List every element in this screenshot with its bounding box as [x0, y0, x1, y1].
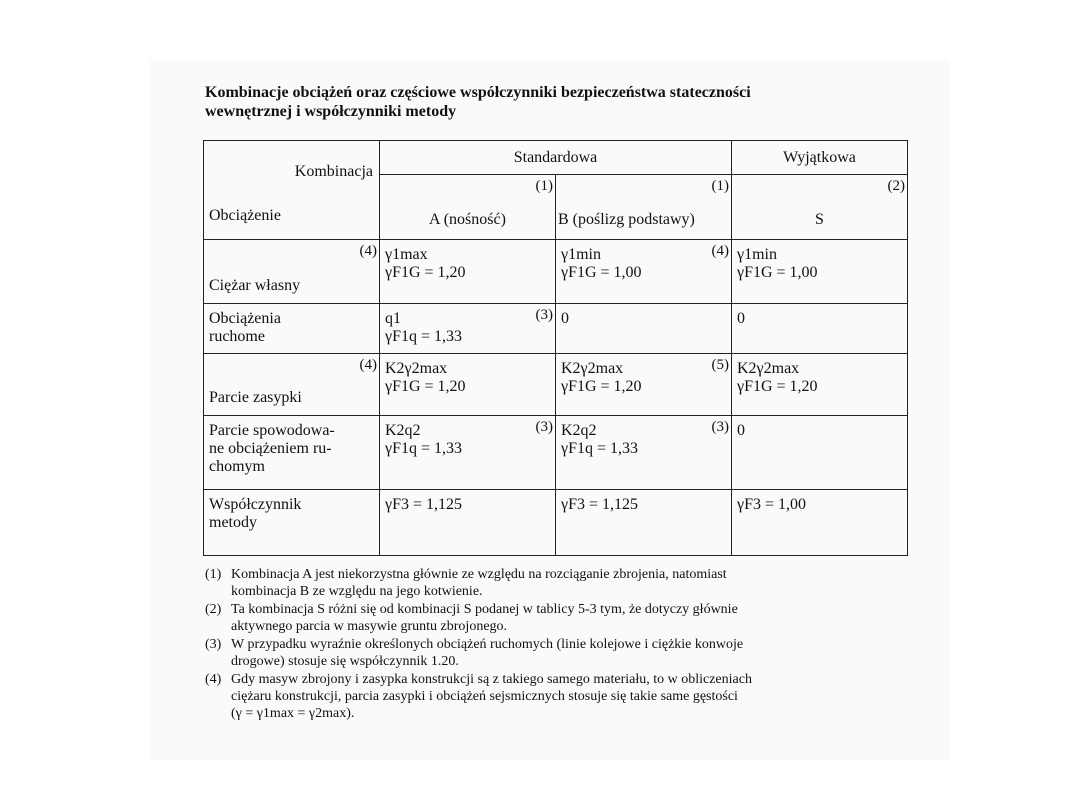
- header-wyjatkowa: Wyjątkowa: [732, 141, 908, 175]
- row-label-cell: [204, 490, 380, 556]
- col-s-value-line: 0: [737, 422, 745, 439]
- col-b-value-line: K2γ2max: [561, 360, 624, 377]
- footnote-line: Kombinacja A jest niekorzystna głównie ze względu na rozciąganie zbrojenia, natomiast: [231, 567, 727, 582]
- footnote-line: Ta kombinacja S różni się od kombinacji S podanej w tablicy 5-3 tym, że dotyczy głównie: [231, 602, 738, 617]
- col-b-value: [556, 304, 732, 354]
- title-line-2: wewnętrznej i współczynniki metody: [205, 103, 457, 120]
- header-col-b: B (poślizg podstawy): [558, 211, 695, 228]
- row-label: Parcie spowodowa-: [209, 422, 335, 439]
- col-b-value-line: γ1min: [561, 246, 601, 263]
- footnote-line: Gdy masyw zbrojony i zasypka konstrukcji są z takiego samego materiału, to w obliczeniach: [231, 672, 752, 687]
- col-s-value: [732, 240, 908, 304]
- row-label-cell: [204, 304, 380, 354]
- row-label: ruchome: [209, 328, 265, 345]
- col-a-note: (1): [535, 178, 553, 195]
- col-a-value-line: γF1q = 1,33: [385, 440, 462, 457]
- col-a-value-note: (3): [535, 419, 553, 435]
- header-col-s-cell: [732, 175, 908, 240]
- row-label: Obciążenia: [209, 310, 281, 327]
- footnote-line: ciężaru konstrukcji, parcia zasypki i obciążeń sejsmicznych stosuje się takie same gęstości: [231, 689, 738, 704]
- footnote-text: [231, 566, 915, 600]
- col-a-value-line: γF3 = 1,125: [385, 496, 462, 513]
- row-label: Współczynnik: [209, 496, 302, 513]
- col-b-value-note: (5): [711, 357, 729, 373]
- header-obciazenie: Obciążenie: [209, 207, 281, 224]
- col-a-value-line: K2γ2max: [385, 360, 448, 377]
- col-a-value-line: γF1G = 1,20: [385, 378, 466, 395]
- row-label: Ciężar własny: [209, 277, 301, 294]
- col-a-value-note: (3): [535, 307, 553, 323]
- table-row: [204, 240, 908, 304]
- col-a-value: [380, 490, 556, 556]
- table-title: [205, 83, 925, 121]
- col-b-value: [556, 354, 732, 416]
- col-s-value: [732, 354, 908, 416]
- table-row: [204, 304, 908, 354]
- col-s-value: [732, 416, 908, 490]
- table-row: [204, 354, 908, 416]
- footnote-number: (2): [205, 602, 222, 617]
- header-col-a-cell: [380, 175, 556, 240]
- col-s-value-line: K2γ2max: [737, 360, 800, 377]
- row-label-cell: [204, 354, 380, 416]
- col-s-value-line: γF1G = 1,20: [737, 378, 818, 395]
- footnote-text: [231, 671, 915, 722]
- col-b-value-line: γF1G = 1,20: [561, 378, 642, 395]
- row-label-cell: [204, 416, 380, 490]
- col-b-value-note: (3): [711, 419, 729, 435]
- col-b-value-line: γF3 = 1,125: [561, 496, 638, 513]
- col-a-value: [380, 354, 556, 416]
- title-line-1: Kombinacje obciążeń oraz częściowe współczynniki bezpieczeństwa stateczności: [205, 84, 751, 101]
- footnote-line: drogowe) stosuje się współczynnik 1.20.: [231, 654, 459, 669]
- col-b-value-line: 0: [561, 310, 569, 327]
- col-b-value-line: γF1G = 1,00: [561, 264, 642, 281]
- footnote-text: [231, 636, 915, 670]
- row-label: metody: [209, 514, 257, 531]
- footnotes: [205, 566, 915, 723]
- header-row-1: [204, 141, 908, 175]
- row-label: Parcie zasypki: [209, 389, 302, 406]
- col-b-value-line: K2q2: [561, 422, 597, 439]
- col-b-value-line: γF1q = 1,33: [561, 440, 638, 457]
- col-b-value: [556, 416, 732, 490]
- row-label: ne obciążeniem ru-: [209, 440, 332, 457]
- col-s-value-line: γF1G = 1,00: [737, 264, 818, 281]
- col-b-note: (1): [711, 178, 729, 195]
- col-a-value-line: γ1max: [385, 246, 428, 263]
- row-label-note: (4): [359, 243, 377, 259]
- load-combination-table: [203, 140, 908, 556]
- header-col-s: S: [815, 211, 824, 228]
- col-a-value-line: q1: [385, 310, 401, 327]
- col-a-value-line: K2q2: [385, 422, 421, 439]
- col-b-value: [556, 490, 732, 556]
- footnote-number: (1): [205, 567, 222, 582]
- col-a-value: [380, 240, 556, 304]
- col-s-value-line: γ1min: [737, 246, 777, 263]
- footnote-item: [205, 671, 915, 722]
- header-col-b-cell: [556, 175, 732, 240]
- row-label: chomym: [209, 458, 265, 475]
- header-standardowa: Standardowa: [380, 141, 732, 175]
- corner-header-cell: [204, 141, 380, 240]
- col-a-value-line: γF1G = 1,20: [385, 264, 466, 281]
- row-label-note: (4): [359, 357, 377, 373]
- footnote-text: [231, 601, 915, 635]
- footnote-line: (γ = γ1max = γ2max).: [231, 706, 355, 721]
- table-row: [204, 490, 908, 556]
- col-s-note: (2): [887, 178, 905, 195]
- col-s-value-line: γF3 = 1,00: [737, 496, 806, 513]
- col-s-value: [732, 304, 908, 354]
- header-col-a: A (nośność): [429, 211, 506, 228]
- footnote-number: (3): [205, 637, 222, 652]
- col-s-value-line: 0: [737, 310, 745, 327]
- col-b-value: [556, 240, 732, 304]
- footnote-item: [205, 566, 915, 600]
- col-a-value: [380, 416, 556, 490]
- col-a-value: [380, 304, 556, 354]
- footnote-item: [205, 636, 915, 670]
- header-kombinacja: Kombinacja: [294, 163, 373, 180]
- row-label-cell: [204, 240, 380, 304]
- col-a-value-line: γF1q = 1,33: [385, 328, 462, 345]
- col-b-value-note: (4): [711, 243, 729, 259]
- col-s-value: [732, 490, 908, 556]
- footnote-line: W przypadku wyraźnie określonych obciążeń ruchomych (linie kolejowe i ciężkie konwoje: [231, 637, 744, 652]
- footnote-item: [205, 601, 915, 635]
- footnote-number: (4): [205, 672, 222, 687]
- footnote-line: kombinacja B ze względu na jego kotwienie.: [231, 584, 483, 599]
- footnote-line: aktywnego parcia w masywie gruntu zbrojonego.: [231, 619, 508, 634]
- table-row: [204, 416, 908, 490]
